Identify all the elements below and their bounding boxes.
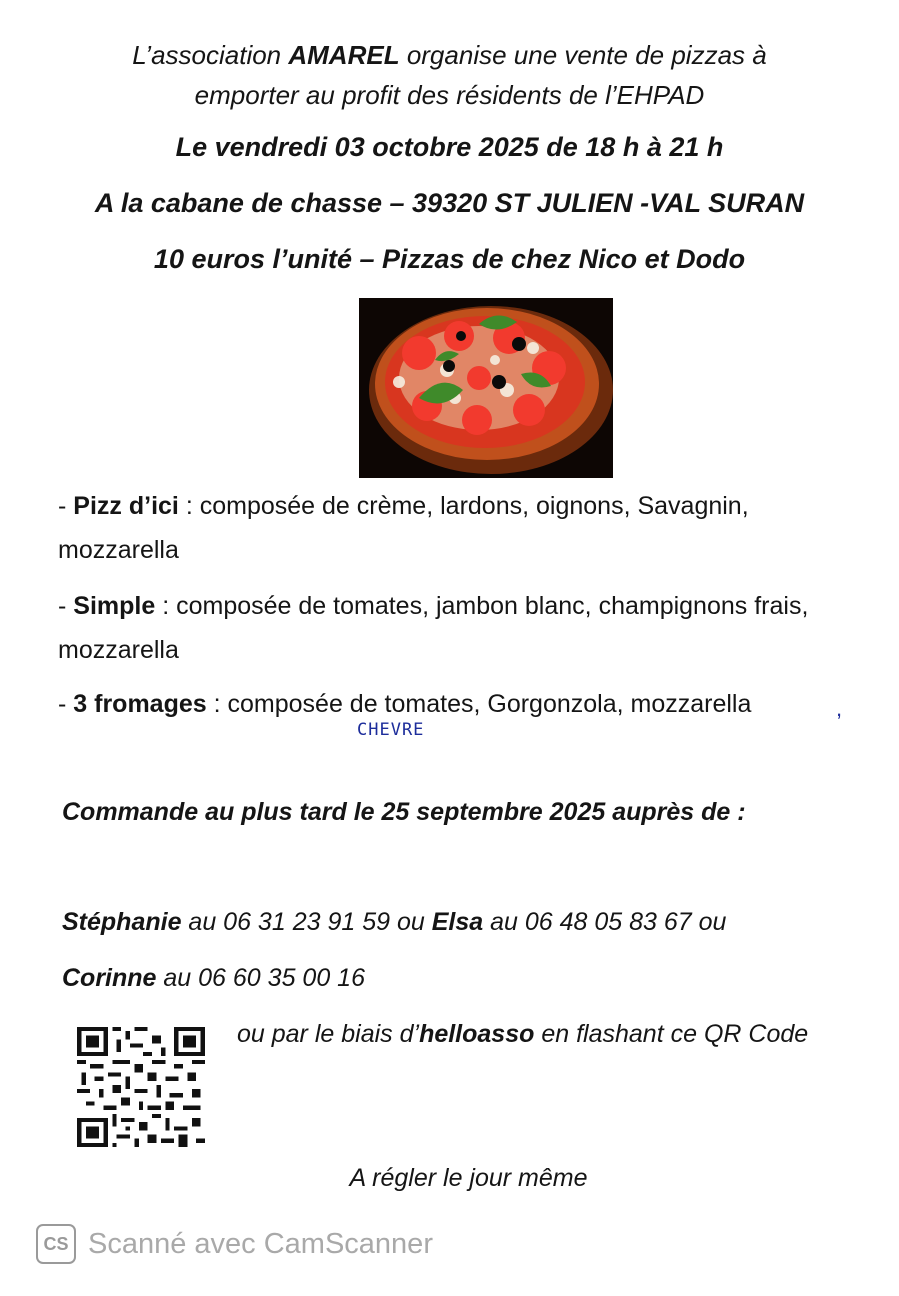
contact-name: Corinne	[62, 964, 157, 992]
contact-name: Elsa	[431, 908, 484, 936]
pizza-name: 3 fromages	[73, 690, 207, 718]
handwritten-addition: CHEVRE	[357, 720, 425, 740]
event-date: Le vendredi 03 octobre 2025 de 18 h à 21 h	[175, 132, 724, 162]
intro-line-2: emporter au profit des résidents de l’EHPAD	[194, 80, 705, 110]
pizza-name: Simple	[73, 592, 156, 620]
helloasso-brand: helloasso	[419, 1020, 535, 1048]
pizza-description: : composée de crème, lardons, oignons, Savagnin, mozzarella	[58, 492, 749, 564]
qr-prefix: ou par le biais d’	[237, 1020, 420, 1048]
contact-phone: au 06 31 23 91 59 ou	[181, 908, 432, 936]
contact-name: Stéphanie	[62, 908, 182, 936]
qr-code[interactable]	[77, 1027, 205, 1147]
camscanner-watermark	[36, 1224, 433, 1264]
item-dash: -	[58, 592, 74, 620]
intro-rest: organise une vente de pizzas à	[399, 40, 767, 70]
camscanner-text: Scanné avec CamScanner	[88, 1227, 433, 1260]
payment-note: A régler le jour même	[349, 1164, 588, 1192]
helloasso-text	[237, 1020, 808, 1049]
handwritten-comma: ,	[836, 696, 843, 721]
contact-phone: au 06 60 35 00 16	[156, 964, 365, 992]
event-price: 10 euros l’unité – Pizzas de chez Nico et Dodo	[153, 244, 746, 274]
pizza-description: : composée de tomates, jambon blanc, champignons frais, mozzarella	[58, 592, 809, 664]
camscanner-logo: CS	[36, 1224, 76, 1264]
pizza-name: Pizz d’ici	[73, 492, 179, 520]
pizza-item-pizz-dici	[58, 484, 858, 572]
contact-line-2	[62, 964, 365, 993]
event-place: A la cabane de chasse – 39320 ST JULIEN -VAL SURAN	[94, 188, 805, 218]
association-name: AMAREL	[288, 40, 400, 70]
pizza-item-simple	[58, 584, 858, 672]
item-dash: -	[58, 690, 74, 718]
item-dash: -	[58, 492, 74, 520]
contact-line-1	[62, 908, 726, 937]
pizza-description: : composée de tomates, Gorgonzola, mozzarella	[206, 690, 752, 718]
qr-suffix: en flashant ce QR Code	[534, 1020, 809, 1048]
intro-prefix: L’association	[132, 40, 289, 70]
pizza-photo	[359, 298, 613, 478]
contact-phone: au 06 48 05 83 67 ou	[483, 908, 727, 936]
intro-line-1	[0, 40, 899, 71]
order-deadline: Commande au plus tard le 25 septembre 2025 auprès de :	[62, 798, 746, 826]
pizza-item-3-fromages	[58, 682, 858, 726]
